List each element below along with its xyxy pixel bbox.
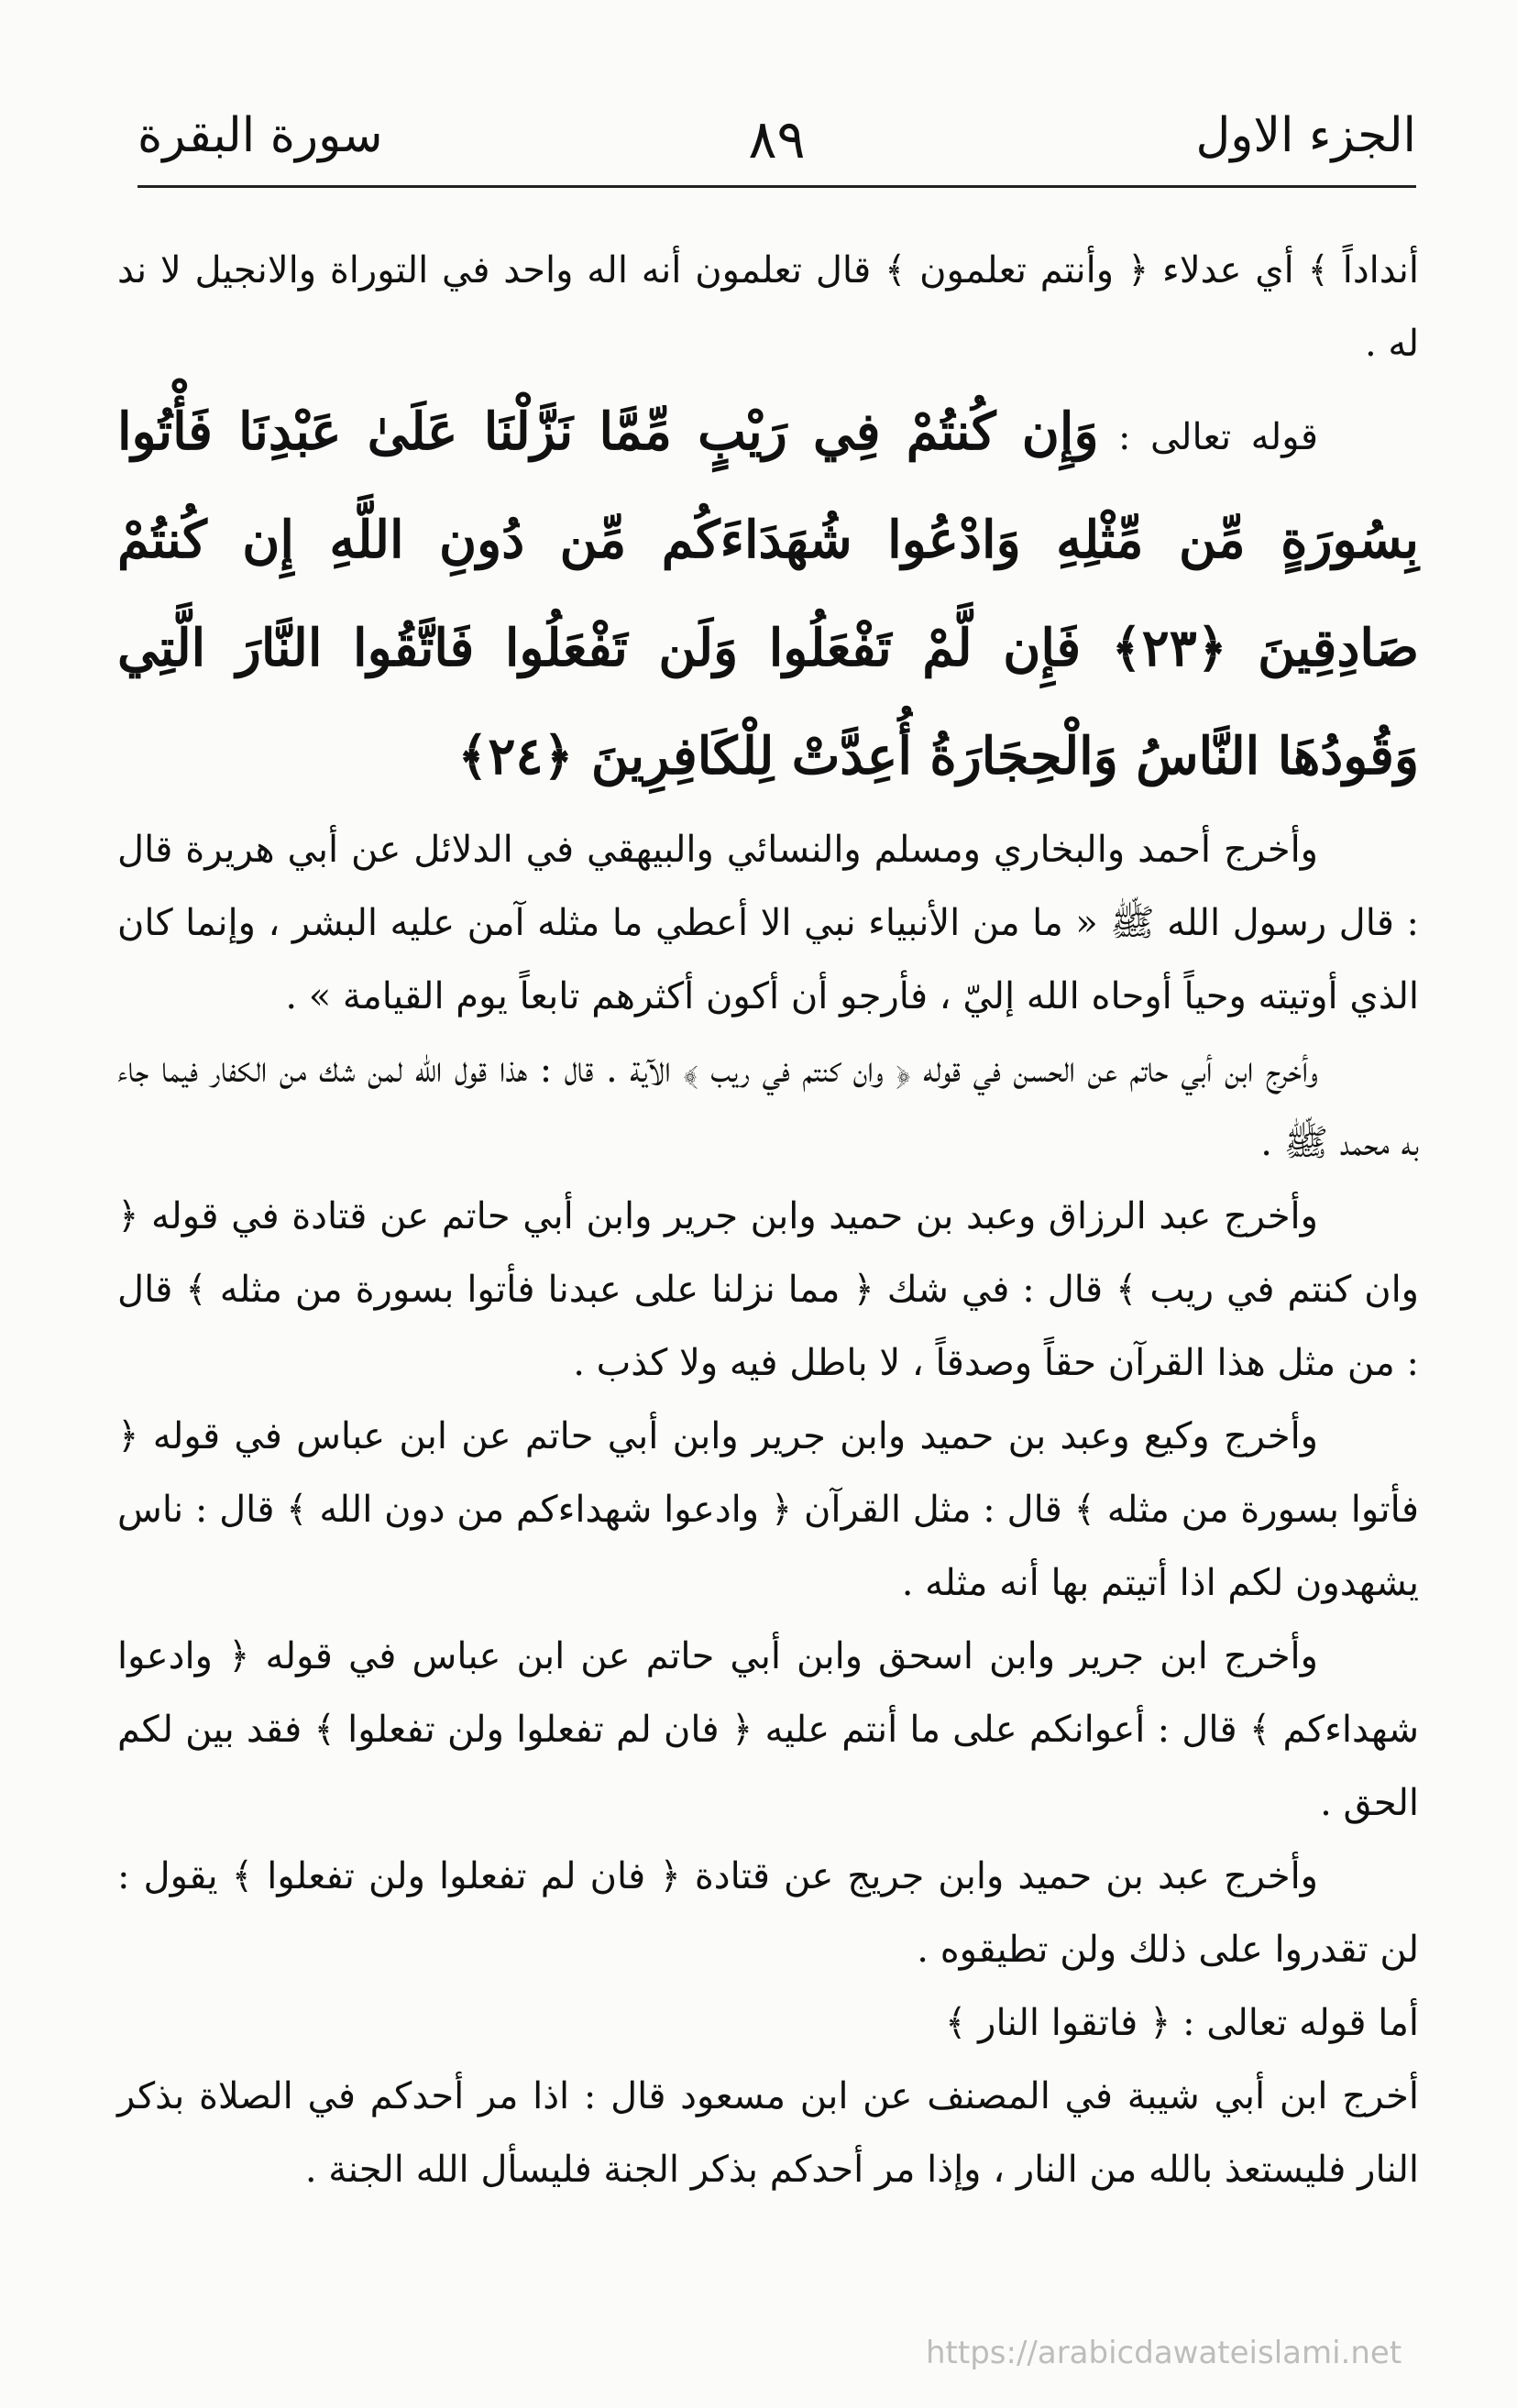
paragraph-2: وأخرج أحمد والبخاري ومسلم والنسائي والبيهقي في الدلائل عن أبي هريرة قال : قال رسول الله ﷺ « ما من الأنبياء نبي الا أعطي ما مثله آمن عليه البشر ، وإنما كان الذي أوتيته وحياً أوحاه الله إليّ ، فأرجو أن أكون أكثرهم تابعاً يوم القيامة » . [117,829,1419,1017]
surah-label: سورة البقرة [137,108,383,163]
paragraph-7: وأخرج عبد بن حميد وابن جريج عن قتادة ﴿ فان لم تفعلوا ولن تفعلوا ﴾ يقول : لن تقدروا على ذلك ولن تطيقوه . [117,1855,1419,1971]
paragraph-6: وأخرج ابن جرير وابن اسحق وابن أبي حاتم عن ابن عباس في قوله ﴿ وادعوا شهداءكم ﴾ قال : أعوانكم على ما أنتم عليه ﴿ فان لم تفعلوا ولن تفعلوا ﴾ فقد بين لكم الحق . [117,1635,1419,1824]
paragraph-8: أما قوله تعالى : ﴿ فاتقوا النار ﴾ [945,2002,1419,2044]
verse-intro: قوله تعالى : [1118,416,1319,458]
quran-verse: وَإِن كُنتُمْ فِي رَيْبٍ مِّمَّا نَزَّلْنَا عَلَىٰ عَبْدِنَا فَأْتُوا بِسُورَةٍ مِّن مِّثْلِهِ وَادْعُوا شُهَدَاءَكُم مِّن دُونِ اللَّهِ إِن كُنتُمْ صَادِقِينَ ﴿٢٣﴾ فَإِن لَّمْ تَفْعَلُوا وَلَن تَفْعَلُوا فَاتَّقُوا النَّارَ الَّتِي وَقُودُهَا النَّاسُ وَالْحِجَارَةُ أُعِدَّتْ لِلْكَافِرِينَ ﴿٢٤﴾ [117,401,1420,786]
watermark-url: https://arabicdawateislami.net [926,2335,1402,2371]
page-body [117,234,1419,2206]
page-number: ٨٩ [748,108,806,170]
paragraph-5: وأخرج وكيع وعبد بن حميد وابن جرير وابن أبي حاتم عن ابن عباس في قوله ﴿ فأتوا بسورة من مثله ﴾ قال : مثل القرآن ﴿ وادعوا شهداءكم من دون الله ﴾ قال : ناس يشهدون لكم اذا أتيتم بها أنه مثله . [117,1415,1419,1604]
paragraph-3: وأخرج ابن أبي حاتم عن الحسن في قوله ﴿ وان كنتم في ريب ﴾ الآية . قال : هذا قول الله لمن شك من الكفار فيما جاء به محمد ﷺ . [117,1049,1419,1164]
header-rule [137,185,1416,188]
verse-block [117,380,1419,813]
part-label: الجزء الاول [1195,108,1416,163]
page-header [137,99,1416,183]
paragraph-4: وأخرج عبد الرزاق وعبد بن حميد وابن جرير وابن أبي حاتم عن قتادة في قوله ﴿ وان كنتم في ريب ﴾ قال : في شك ﴿ مما نزلنا على عبدنا فأتوا بسورة من مثله ﴾ قال : من مثل هذا القرآن حقاً وصدقاً ، لا باطل فيه ولا كذب . [117,1195,1420,1384]
paragraph-1: أنداداً ﴾ أي عدلاء ﴿ وأنتم تعلمون ﴾ قال تعلمون أنه اله واحد في التوراة والانجيل لا ند له . [117,249,1420,365]
paragraph-9: أخرج ابن أبي شيبة في المصنف عن ابن مسعود قال : اذا مر أحدكم في الصلاة بذكر النار فليستعذ بالله من النار ، وإذا مر أحدكم بذكر الجنة فليسأل الله الجنة . [117,2075,1419,2191]
